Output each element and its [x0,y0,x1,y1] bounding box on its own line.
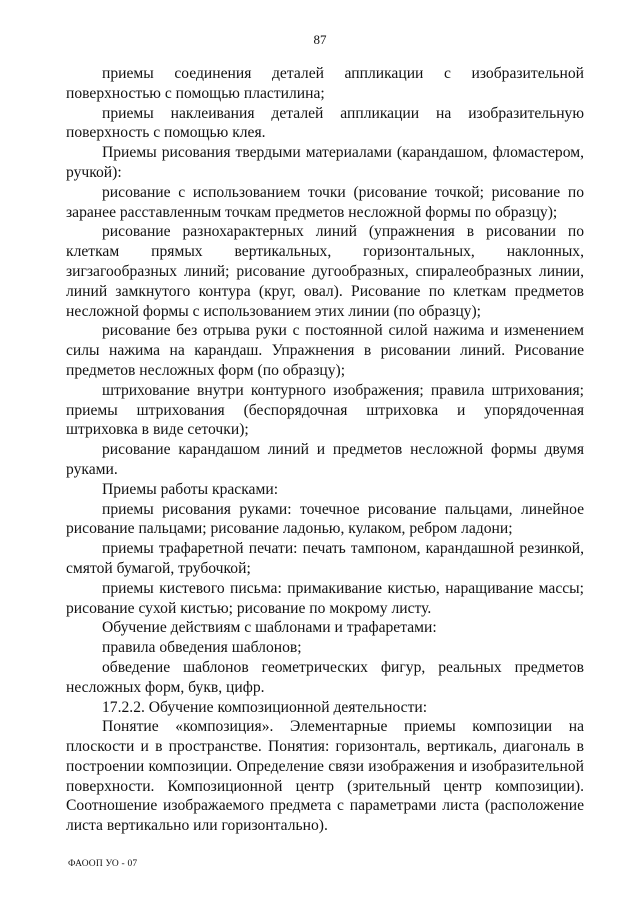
paragraph: Понятие «композиция». Элементарные приемы композиции на плоскости и в пространстве. Понятия: горизонталь, вертикаль, диагональ в построении композиции. Определение связи изображения и изобразительной поверхности. Композиционной центр (зрительный центр композиции). Соотношение изображаемого предмета с параметрами листа (расположение листа вертикально или горизонтально). [66,718,584,835]
paragraph: приемы рисования руками: точечное рисование пальцами, линейное рисование пальцами; рисование ладонью, кулаком, ребром ладони; [66,500,584,538]
paragraph: рисование карандашом линий и предметов несложной формы двумя руками. [66,441,584,478]
paragraph: Приемы работы красками: [102,480,279,498]
paragraph: приемы кистевого письма: примакивание кистью, наращивание массы; рисование сухой кистью; рисование по мокрому листу. [66,579,584,617]
body-text [66,64,584,836]
paragraph: рисование без отрыва руки с постоянной силой нажима и изменением силы нажима на карандаш. Упражнения в рисовании линий. Рисование предметов несложных форм (по образцу); [66,322,584,379]
paragraph: Приемы рисования твердыми материалами (карандашом, фломастером, ручкой): [66,144,584,181]
paragraph: правила обведения шаблонов; [102,639,302,657]
paragraph: обведение шаблонов геометрических фигур, реальных предметов несложных форм, букв, цифр. [66,658,584,696]
paragraph: приемы соединения деталей аппликации с изобразительной поверхностью с помощью пластилина; [66,65,584,102]
paragraph: рисование с использованием точки (рисование точкой; рисование по заранее расставленным точкам предметов несложной формы по образцу); [66,183,584,221]
section-heading: 17.2.2. Обучение композиционной деятельности: [102,698,428,716]
document-footer: ФАООП УО - 07 [68,859,138,869]
paragraph: Обучение действиям с шаблонами и трафаретами: [102,619,437,637]
paragraph: рисование разнохарактерных линий (упражнения в рисовании по клеткам прямых вертикальных, горизонтальных, наклонных, зигзагообразных линий; рисование дугообразных, спиралеобразных линии, линий замкнутого контура (круг, овал). Рисование по клеткам предметов несложной формы с использованием этих линии (по образцу); [66,223,584,320]
page-number: 87 [313,32,327,47]
paragraph: штрихование внутри контурного изображения; правила штрихования; приемы штрихования (беспорядочная штриховка и упорядоченная штриховка в виде сеточки); [66,381,584,439]
paragraph: приемы наклеивания деталей аппликации на изобразительную поверхность с помощью клея. [66,104,584,142]
paragraph: приемы трафаретной печати: печать тампоном, карандашной резинкой, смятой бумагой, трубочкой; [66,540,584,577]
